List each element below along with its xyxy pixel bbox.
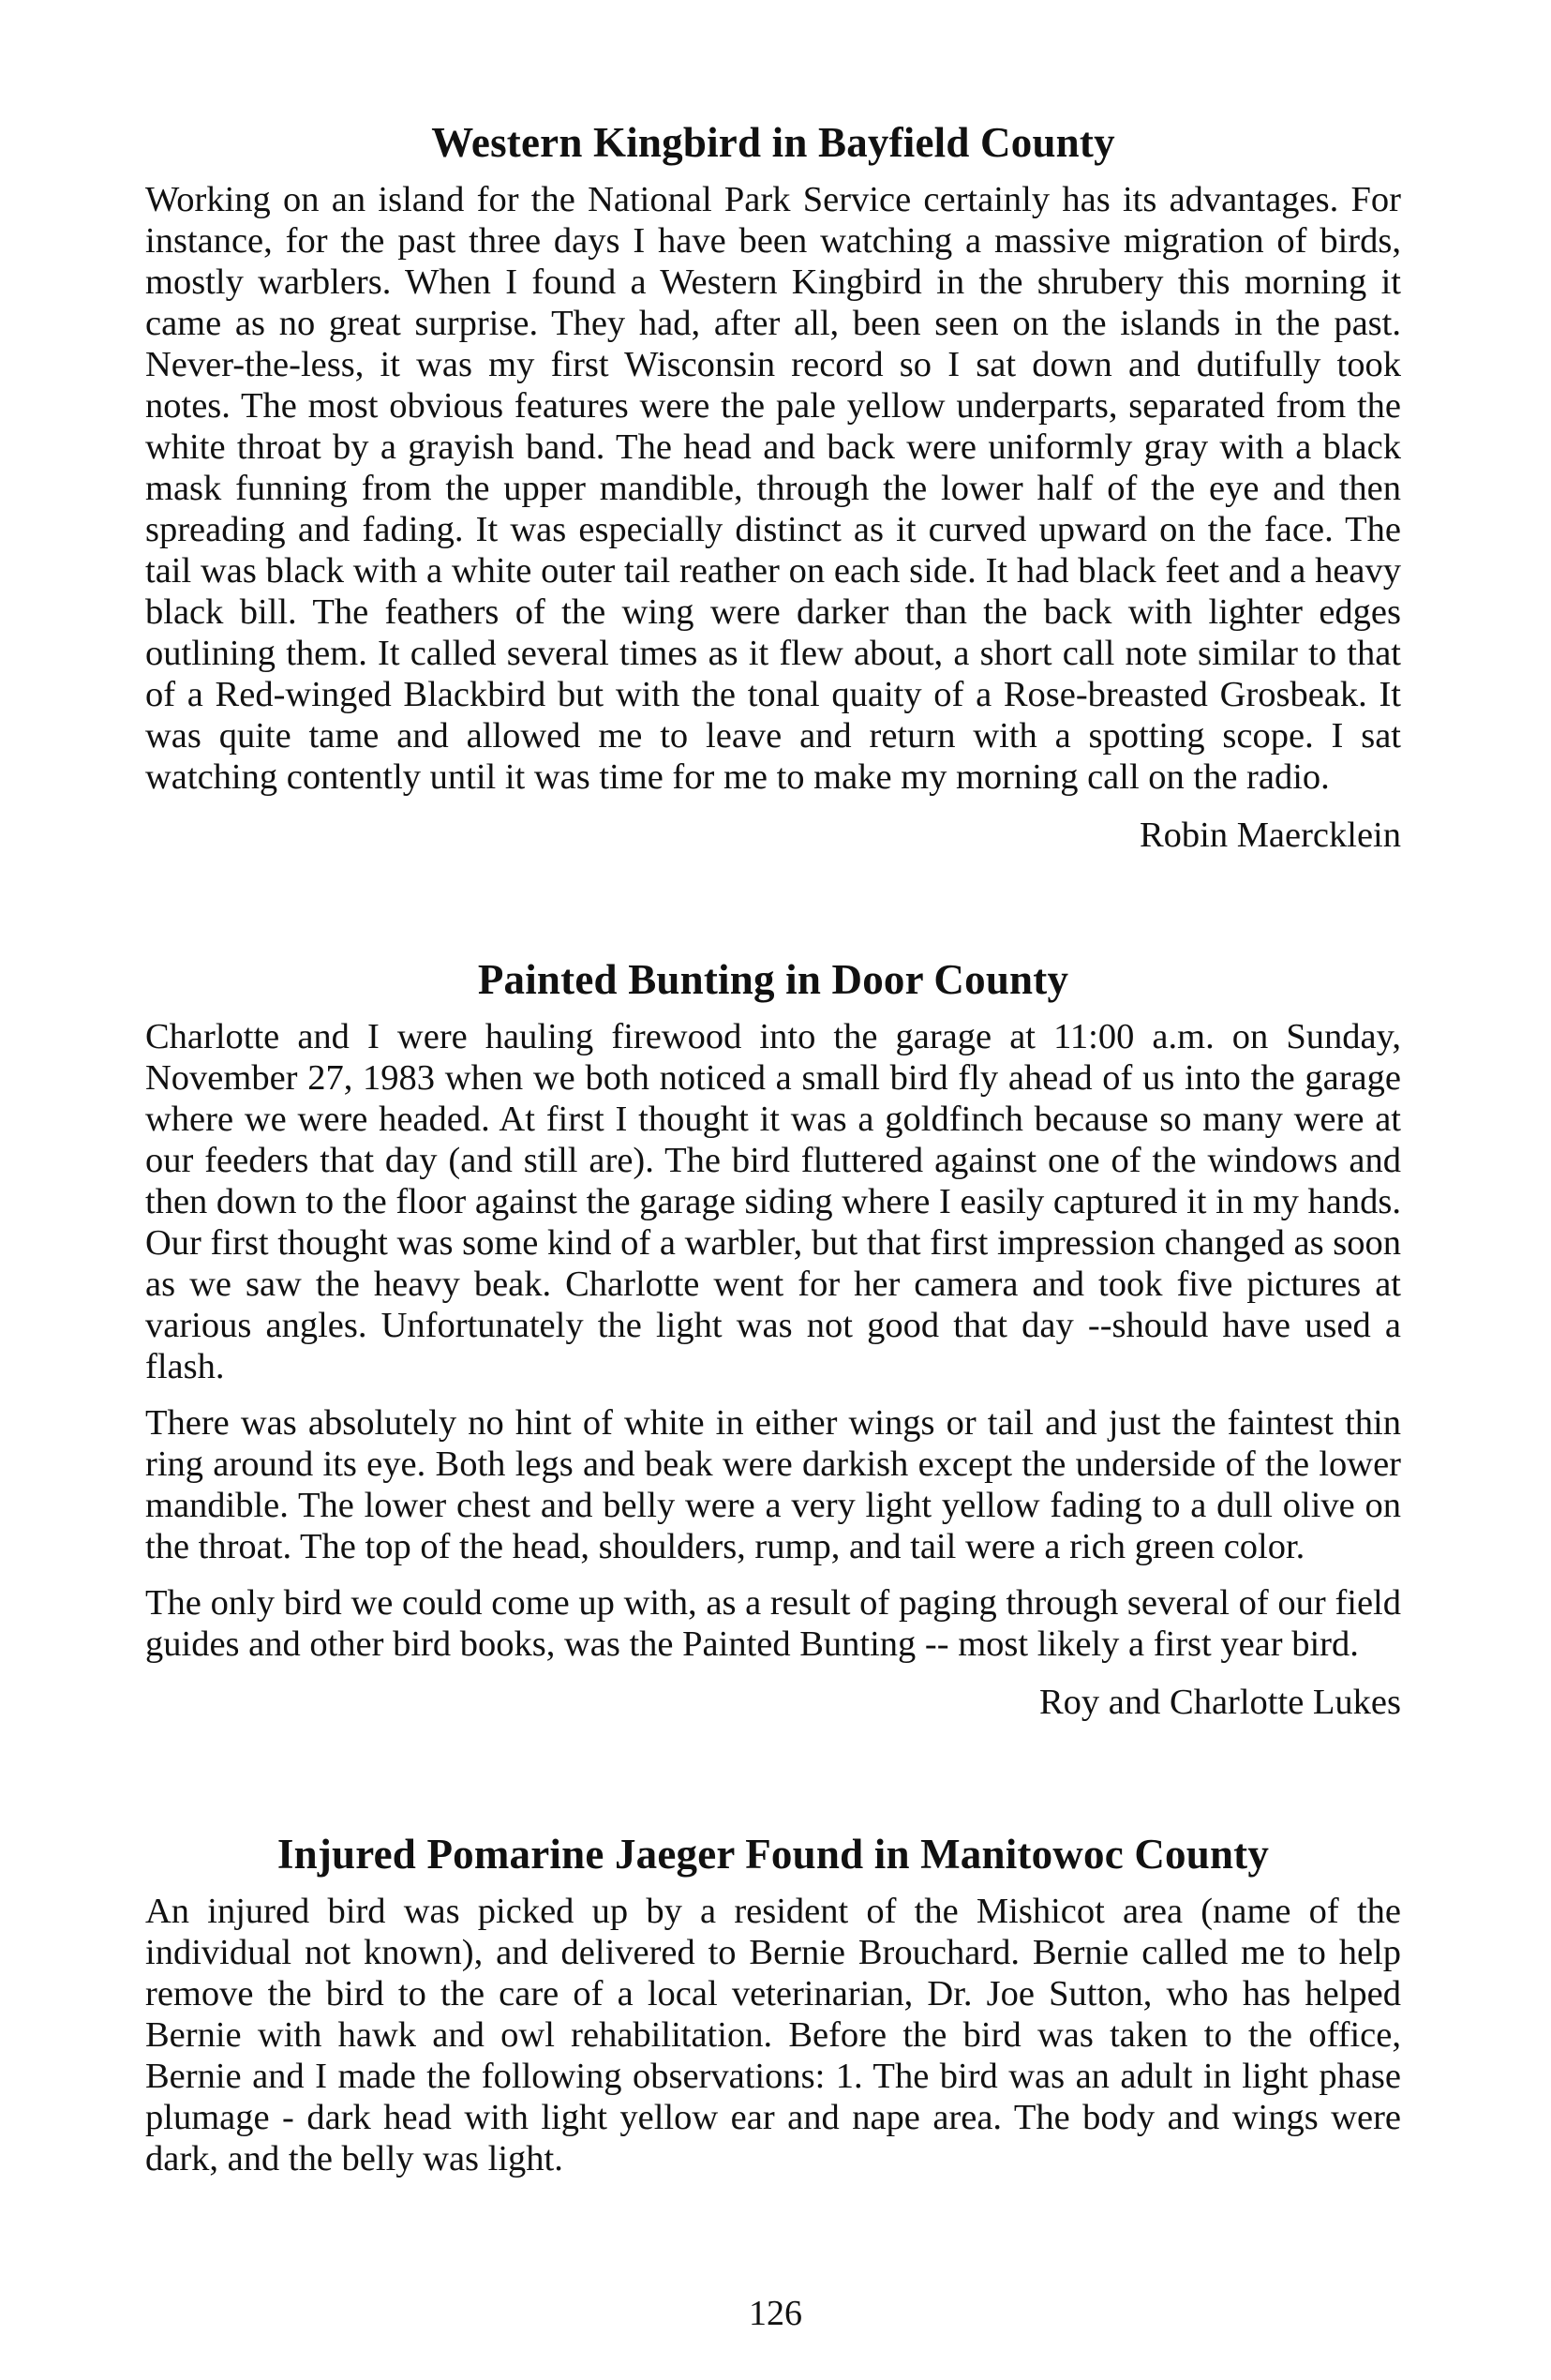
- page-number: 126: [749, 2294, 802, 2333]
- article-paragraph: [145, 1891, 1401, 2179]
- observation-item: 1. The bird was an adult in light phase plumage - dark head with light yellow ear and nape area. The body and wings were dark, and the belly was light.: [145, 2057, 1401, 2178]
- article-paragraph: There was absolutely no hint of white in either wings or tail and just the faintest thin ring around its eye. Both legs and beak were darkish except the underside of the lower mandible. The lower chest and belly were a very light yellow fading to a dull olive on the throat. The top of the head, shoulders, rump, and tail were a rich green color.: [145, 1403, 1401, 1566]
- article-author: Roy and Charlotte Lukes: [1039, 1683, 1401, 1722]
- journal-page: [145, 119, 1401, 2179]
- article-title: Western Kingbird in Bayfield County: [431, 119, 1115, 166]
- article-western-kingbird: [145, 119, 1401, 856]
- article-title: Painted Bunting in Door County: [477, 956, 1069, 1003]
- article-pomarine-jaeger: [145, 1831, 1401, 2179]
- article-title: Injured Pomarine Jaeger Found in Manitowoc County: [276, 1831, 1270, 1878]
- article-painted-bunting: [145, 956, 1401, 1723]
- article-paragraph: The only bird we could come up with, as a result of paging through several of our field guides and other bird books, was the Painted Bunting -- most likely a first year bird.: [145, 1583, 1401, 1664]
- article-author: Robin Maercklein: [1139, 816, 1401, 855]
- article-paragraph: Charlotte and I were hauling firewood into the garage at 11:00 a.m. on Sunday, November 27, 1983 when we both noticed a small bird fly ahead of us into the garage where we were headed. At first I thought it was a goldfinch because so many were at our feeders that day (and still are). The bird fluttered against one of the windows and then down to the floor against the garage siding where I easily captured it in my hands. Our first thought was some kind of a warbler, but that first impression changed as soon as we saw the heavy beak. Charlotte went for her camera and took five pictures at various angles. Unfortunately the light was not good that day --should have used a flash.: [145, 1017, 1401, 1386]
- paragraph-text: An injured bird was picked up by a resident of the Mishicot area (name of the individual not known), and delivered to Bernie Brouchard. Bernie called me to help remove the bird to the care of a local veterinarian, Dr. Joe Sutton, who has helped Bernie with hawk and owl rehabilitation. Before the bird was taken to the office, Bernie and I made the following observations:: [145, 1892, 1401, 2096]
- article-paragraph: Working on an island for the National Park Service certainly has its advantages. For instance, for the past three days I have been watching a massive migration of birds, mostly warblers. When I found a Western Kingbird in the shrubery this morning it came as no great surprise. They had, after all, been seen on the islands in the past. Never-the-less, it was my first Wisconsin record so I sat down and dutifully took notes. The most obvious features were the pale yellow underparts, separated from the white throat by a grayish band. The head and back were uniformly gray with a black mask funning from the upper mandible, through the lower half of the eye and then spreading and fading. It was especially distinct as it curved upward on the face. The tail was black with a white outer tail reather on each side. It had black feet and a heavy black bill. The feathers of the wing were darker than the back with lighter edges outlining them. It called several times as it flew about, a short call note similar to that of a Red-winged Blackbird but with the tonal quaity of a Rose-breasted Grosbeak. It was quite tame and allowed me to leave and return with a spotting scope. I sat watching contently until it was time for me to make my morning call on the radio.: [145, 180, 1401, 797]
